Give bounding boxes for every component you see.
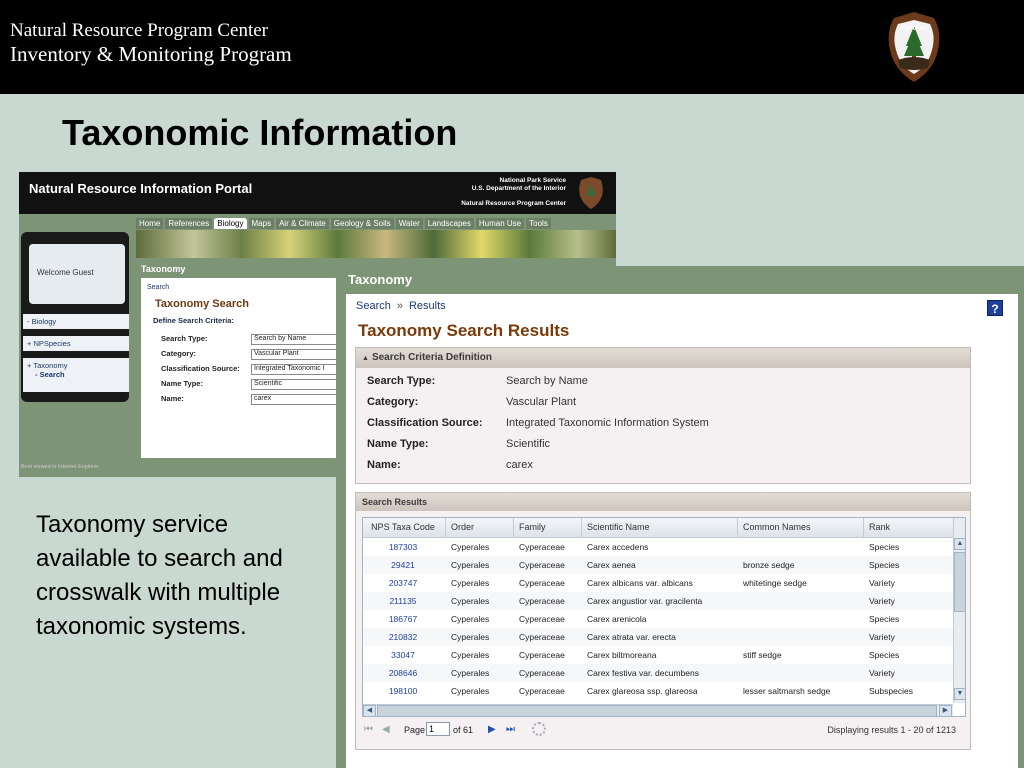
cell-scientific-name: Carex angustior var. gracilenta [587, 596, 703, 606]
scroll-up-icon[interactable]: ▲ [954, 538, 966, 550]
cell-scientific-name: Carex aenea [587, 560, 636, 570]
table-row[interactable] [363, 538, 953, 556]
cell-family: Cyperaceae [519, 668, 565, 678]
results-screenshot [336, 266, 1024, 768]
nav-water[interactable]: Water [396, 218, 423, 229]
classification-source-select[interactable]: Integrated Taxonomic I [251, 364, 341, 375]
agency-line-nrpc: Natural Resource Program Center [461, 200, 566, 207]
cell-rank: Variety [869, 632, 895, 642]
table-row[interactable] [363, 574, 953, 592]
nav-human-use[interactable]: Human Use [476, 218, 524, 229]
cell-rank: Species [869, 650, 900, 660]
criteria-value-name: carex [506, 459, 533, 471]
field-label-name-type: Name Type: [161, 379, 203, 388]
nav-air-climate[interactable]: Air & Climate [276, 218, 329, 229]
nps-arrowhead-logo-icon [884, 10, 944, 84]
cell-family: Cyperaceae [519, 614, 565, 624]
criteria-label-name-type: Name Type: [367, 438, 429, 450]
portal-search-panel [141, 278, 341, 458]
criteria-panel-title: Search Criteria Definition [371, 352, 492, 363]
portal-section-title: Taxonomy [141, 264, 186, 274]
cell-order: Cyperales [451, 650, 490, 660]
nav-biology[interactable]: Biology [214, 218, 246, 229]
portal-breadcrumb[interactable]: Search [147, 284, 170, 291]
horizontal-scroll-thumb[interactable] [377, 705, 937, 717]
cell-rank: Species [869, 614, 900, 624]
sidebar-item-npspecies[interactable]: + NPSpecies [23, 336, 129, 351]
taxa-code-link[interactable]: 186767 [388, 614, 418, 624]
cell-scientific-name: Carex biltmoreana [587, 650, 657, 660]
nps-arrowhead-small-icon [577, 176, 605, 210]
search-results-panel [355, 492, 971, 750]
portal-footer: Best viewed in Internet Explorer [21, 464, 99, 470]
column-header-taxa-code[interactable]: NPS Taxa Code [371, 522, 435, 532]
column-header-order[interactable]: Order [451, 522, 475, 532]
cell-common-names: stiff sedge [743, 650, 782, 660]
results-panel [346, 294, 1018, 768]
page-count: of 61 [453, 725, 474, 735]
table-row[interactable] [363, 610, 953, 628]
results-heading: Taxonomy Search Results [358, 321, 570, 340]
taxa-code-link[interactable]: 210832 [388, 632, 418, 642]
column-header-common-names[interactable]: Common Names [743, 522, 811, 532]
cell-common-names: bronze sedge [743, 560, 795, 570]
taxa-code-link[interactable]: 29421 [391, 560, 415, 570]
cell-scientific-name: Carex albicans var. albicans [587, 578, 693, 588]
field-label-classification-source: Classification Source: [161, 364, 240, 373]
horizontal-scrollbar[interactable] [363, 704, 953, 717]
grid-header [363, 518, 953, 538]
sidebar-item-taxonomy-label: + Taxonomy [27, 361, 68, 370]
cell-family: Cyperaceae [519, 650, 565, 660]
cell-order: Cyperales [451, 560, 490, 570]
page-number-input[interactable]: 1 [426, 722, 450, 736]
scroll-down-icon[interactable]: ▼ [954, 688, 966, 700]
taxa-code-link[interactable]: 33047 [391, 650, 415, 660]
cell-scientific-name: Carex accedens [587, 542, 649, 552]
cell-scientific-name: Carex glareosa ssp. glareosa [587, 686, 698, 696]
welcome-box: Welcome Guest [29, 244, 125, 304]
agency-line-doi: U.S. Department of the Interior [471, 185, 566, 192]
search-type-select[interactable]: Search by Name [251, 334, 341, 345]
table-row[interactable] [363, 556, 953, 574]
header-line-inventory: Inventory & Monitoring Program [10, 42, 292, 66]
header-line-program-center: Natural Resource Program Center [10, 20, 268, 41]
field-label-search-type: Search Type: [161, 334, 208, 343]
name-input[interactable]: carex [251, 394, 341, 405]
portal-sidebar [21, 232, 129, 402]
breadcrumb-separator: » [396, 300, 403, 312]
cell-common-names: whitetinge sedge [743, 578, 807, 588]
refresh-icon[interactable] [532, 722, 546, 736]
displaying-results-text: Displaying results 1 - 20 of 1213 [827, 725, 956, 735]
agency-line-nps: National Park Service [499, 177, 566, 184]
cell-rank: Variety [869, 596, 895, 606]
nav-references[interactable]: References [165, 218, 212, 229]
first-page-icon[interactable]: ⏮ [364, 724, 373, 735]
portal-nav [136, 218, 551, 229]
cell-order: Cyperales [451, 542, 490, 552]
portal-panel-subheading: Define Search Criteria: [153, 316, 234, 325]
sidebar-item-taxonomy[interactable] [23, 358, 129, 392]
field-label-name: Name: [161, 394, 184, 403]
sidebar-item-search[interactable]: - Search [35, 370, 65, 379]
slide-header [0, 0, 1024, 94]
criteria-label-classification-source: Classification Source: [367, 417, 483, 429]
cell-scientific-name: Carex atrata var. erecta [587, 632, 676, 642]
nav-geology-soils[interactable]: Geology & Soils [331, 218, 394, 229]
nav-tools[interactable]: Tools [526, 218, 551, 229]
criteria-label-name: Name: [367, 459, 401, 471]
results-window-title: Taxonomy [348, 272, 413, 287]
criteria-panel-header[interactable] [356, 348, 970, 368]
criteria-value-name-type: Scientific [506, 438, 551, 450]
cell-rank: Species [869, 542, 900, 552]
criteria-value-classification-source: Integrated Taxonomic Information System [506, 417, 709, 429]
cell-family: Cyperaceae [519, 686, 565, 696]
taxa-code-link[interactable]: 203747 [388, 578, 418, 588]
cell-order: Cyperales [451, 578, 490, 588]
portal-panel-heading: Taxonomy Search [155, 298, 249, 310]
svg-text:NATIONAL: NATIONAL [899, 26, 929, 32]
scroll-left-icon[interactable]: ◀ [363, 705, 376, 717]
table-row[interactable] [363, 664, 953, 682]
criteria-value-category: Vascular Plant [506, 396, 577, 408]
criteria-value-search-type: Search by Name [506, 375, 588, 387]
breadcrumb-results[interactable]: Results [408, 300, 446, 312]
nav-landscapes[interactable]: Landscapes [425, 218, 474, 229]
table-row[interactable] [363, 682, 953, 700]
table-row[interactable] [363, 646, 953, 664]
paging-toolbar [362, 719, 966, 743]
breadcrumb [356, 300, 446, 312]
category-select[interactable]: Vascular Plant [251, 349, 341, 360]
cell-family: Cyperaceae [519, 560, 565, 570]
cell-order: Cyperales [451, 668, 490, 678]
cell-order: Cyperales [451, 632, 490, 642]
page-label: Page [404, 725, 426, 735]
prev-page-icon[interactable]: ◀ [382, 724, 390, 735]
cell-rank: Species [869, 560, 900, 570]
nav-maps[interactable]: Maps [249, 218, 275, 229]
table-row[interactable] [363, 628, 953, 646]
next-page-icon[interactable]: ▶ [488, 724, 496, 735]
help-icon[interactable]: ? [987, 300, 1003, 316]
cell-order: Cyperales [451, 614, 490, 624]
cell-family: Cyperaceae [519, 632, 565, 642]
last-page-icon[interactable]: ⏭ [506, 724, 515, 735]
criteria-label-category: Category: [367, 396, 419, 408]
cell-family: Cyperaceae [519, 542, 565, 552]
vertical-scroll-thumb[interactable] [954, 552, 966, 612]
nav-home[interactable]: Home [136, 218, 163, 229]
cell-order: Cyperales [451, 596, 490, 606]
search-criteria-panel [355, 347, 971, 484]
name-type-select[interactable]: Scientific [251, 379, 341, 390]
vertical-scrollbar[interactable] [953, 518, 966, 703]
taxa-code-link[interactable]: 198100 [388, 686, 418, 696]
results-panel-header: Search Results [356, 493, 970, 511]
slide-body-text: Taxonomy service available to search and crosswalk with multiple taxonomic systems. [36, 511, 283, 640]
column-header-scientific-name[interactable]: Scientific Name [587, 522, 650, 532]
cell-scientific-name: Carex festiva var. decumbens [587, 668, 699, 678]
table-row[interactable] [363, 592, 953, 610]
field-label-category: Category: [161, 349, 197, 358]
collapse-triangle-icon[interactable]: ▲ [362, 355, 369, 362]
column-header-rank[interactable]: Rank [869, 522, 891, 532]
breadcrumb-search[interactable]: Search [356, 300, 391, 312]
taxa-code-link[interactable]: 208646 [388, 668, 418, 678]
sidebar-item-biology[interactable]: - Biology [23, 314, 129, 329]
cell-family: Cyperaceae [519, 578, 565, 588]
cell-family: Cyperaceae [519, 596, 565, 606]
taxa-code-link[interactable]: 187303 [388, 542, 418, 552]
portal-header [19, 172, 616, 214]
column-header-family[interactable]: Family [519, 522, 546, 532]
agency-block [472, 177, 566, 193]
cell-rank: Variety [869, 578, 895, 588]
cell-common-names: lesser saltmarsh sedge [743, 686, 831, 696]
criteria-label-search-type: Search Type: [367, 375, 436, 387]
cell-rank: Subspecies [869, 686, 913, 696]
cell-scientific-name: Carex arenicola [587, 614, 647, 624]
portal-title: Natural Resource Information Portal [29, 181, 253, 196]
slide-title: Taxonomic Information [62, 112, 458, 153]
portal-banner-image [136, 230, 616, 258]
results-grid [362, 517, 966, 717]
taxa-code-link[interactable]: 211135 [389, 596, 417, 606]
cell-order: Cyperales [451, 686, 490, 696]
scroll-right-icon[interactable]: ▶ [939, 705, 952, 717]
cell-rank: Variety [869, 668, 895, 678]
